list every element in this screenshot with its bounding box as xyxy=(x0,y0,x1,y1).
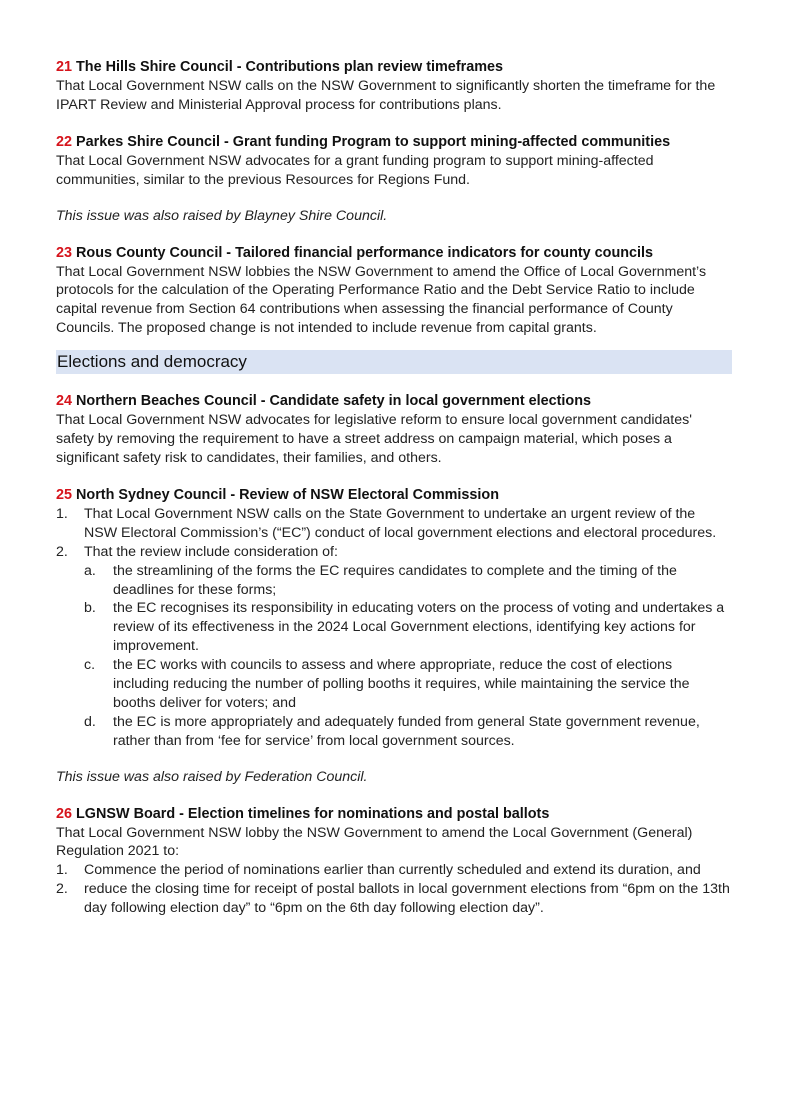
motion-25 xyxy=(56,486,732,787)
list-item: b. the EC recognises its responsibility in educating voters on the process of voting and undertakes a review of its effectiveness in the 2024 Local Government elections, identifying key actions for improvement. xyxy=(84,600,725,655)
motion-title: 21 The Hills Shire Council - Contributions plan review timeframes xyxy=(56,59,504,75)
motion-number: 26 xyxy=(56,805,73,822)
list-item: 1. Commence the period of nominations earlier than currently scheduled and extend its duration, and xyxy=(56,862,701,879)
motion-note: This issue was also raised by Blayney Shire Council. xyxy=(56,207,388,224)
section-heading: Elections and democracy xyxy=(56,350,732,374)
motion-body: That Local Government NSW calls on the NSW Government to significantly shorten the timeframe for the IPART Review and Ministerial Approval process for contributions plans. xyxy=(56,78,716,113)
list-item: a. the streamlining of the forms the EC requires candidates to complete and the timing of the deadlines for these forms; xyxy=(84,562,677,598)
motion-title: 25 North Sydney Council - Review of NSW Electoral Commission xyxy=(56,486,500,503)
motion-number: 22 xyxy=(56,133,73,150)
numbered-list xyxy=(56,505,732,751)
document-page xyxy=(56,58,732,936)
motion-title: 22 Parkes Shire Council - Grant funding Program to support mining-affected communities xyxy=(56,133,671,150)
motion-body: That Local Government NSW lobby the NSW Government to amend the Local Government (General) Regulation 2021 to: xyxy=(56,824,693,860)
motion-title: 23 Rous County Council - Tailored financial performance indicators for county councils xyxy=(56,244,654,261)
motion-body: That Local Government NSW advocates for legislative reform to ensure local government candidates' safety by removing the requirement to have a street address on campaign material, which poses a significant safety risk to candidates, their families, and others. xyxy=(56,412,692,466)
motion-22 xyxy=(56,133,732,226)
motion-23 xyxy=(56,244,732,339)
motion-26 xyxy=(56,805,732,919)
motion-21 xyxy=(56,58,732,115)
motion-note: This issue was also raised by Federation Council. xyxy=(56,768,368,785)
motion-number: 24 xyxy=(56,393,73,410)
motion-body: That Local Government NSW lobbies the NSW Government to amend the Office of Local Government’s protocols for the calculation of the Operating Performance Ratio and the Debt Service Ratio to include capital revenue from Section 64 contributions when assessing the financial performance of County Councils. The proposed change is not intended to include revenue from capital grants. xyxy=(56,263,707,337)
motion-24 xyxy=(56,392,732,468)
lettered-list xyxy=(84,562,732,751)
motion-title: 24 Northern Beaches Council - Candidate safety in local government elections xyxy=(56,393,592,410)
motion-title: 26 LGNSW Board - Election timelines for nominations and postal ballots xyxy=(56,805,550,822)
list-item: 1. That Local Government NSW calls on the State Government to undertake an urgent review of the NSW Electoral Commission’s (“EC”) conduct of local government elections and electoral procedures. xyxy=(56,505,717,541)
list-item: 2. That the review include consideration of: a. the streamlining of the forms the EC requires candidates to complete and the timing of the deadlines for these forms; b. the EC recognises its responsibility in educating voters on the process of voting and undertakes a review of its effectiveness in the 2024 Local Government elections, identifying key actions for improvement. c. the EC works with councils to assess and where appropriate, reduce the cost of elections including reducing the number of polling booths it requires, while maintaining the service the booths deliver for voters; and d. the EC is more appropriately and adequately funded from general State government revenue, rather than from ‘fee for service’ from local government sources. xyxy=(56,543,732,751)
list-item: c. the EC works with councils to assess and where appropriate, reduce the cost of elections including reducing the number of polling booths it requires, while maintaining the service the booths deliver for voters; and xyxy=(84,657,690,711)
motion-number: 25 xyxy=(56,486,73,503)
motion-number: 21 xyxy=(56,59,73,75)
list-item: 2. reduce the closing time for receipt of postal ballots in local government elections from “6pm on the 13th day following election day” to “6pm on the 6th day following election day”. xyxy=(56,881,730,917)
motion-body: That Local Government NSW advocates for a grant funding program to support mining-affected communities, similar to the previous Resources for Regions Fund. xyxy=(56,152,654,188)
numbered-list xyxy=(56,861,732,918)
list-item: d. the EC is more appropriately and adequately funded from general State government revenue, rather than from ‘fee for service’ from local government sources. xyxy=(84,713,700,749)
motion-number: 23 xyxy=(56,244,73,261)
